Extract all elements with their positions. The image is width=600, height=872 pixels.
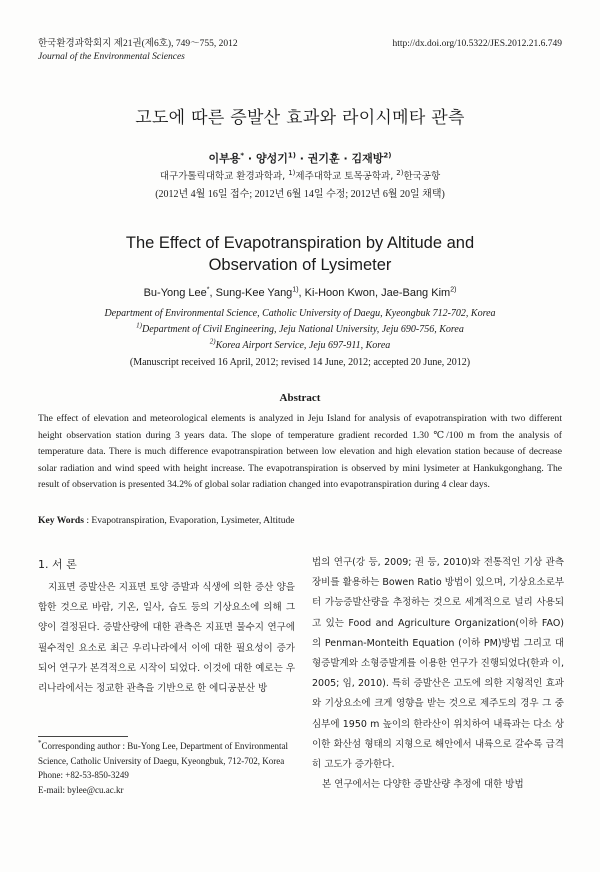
keywords-text: : Evapotranspiration, Evaporation, Lysimeter, Altitude: [83, 515, 295, 526]
journal-header-kr: 한국환경과학회지 제21권(제6호), 749～755, 2012: [38, 39, 238, 49]
affil-kr-mark-1: 1): [288, 168, 296, 177]
author-sep: ·: [339, 152, 352, 165]
affil-en-3-text: Korea Airport Service, Jeju 697-911, Korea: [215, 340, 391, 351]
affil-kr-3: 한국공항: [403, 171, 441, 182]
footnote-author: Corresponding author : Bu-Yong Lee, Department of Environmental Science, Catholic University of Daegu, Kyeongbuk, 712-702, Korea: [38, 741, 289, 766]
title-english: [0, 232, 600, 276]
footnote-mark: *: [38, 739, 42, 747]
author-sep: ·: [244, 152, 256, 165]
author-sep: ·: [295, 152, 308, 165]
paragraph: 지표면 증발산은 지표면 토양 증발과 식생에 의한 증산 양을 합한 것으로 바람, 기온, 일사, 습도 등의 기상요소에 의해 그 양이 결정된다. 증발산량에 대한 관측은 지표면 물수지 연구에 필수적인 요소로 최근 우리나라에서 이에 대한 필요성이 증가되어 연구가 본격적으로 시작이 되었다. 이것에 대한 예로는 우리나라에서는 정교한 관측을 기반으로 한 에디공분산 방: [38, 582, 295, 695]
footnote-email[interactable]: E-mail: bylee@cu.ac.kr: [38, 784, 124, 795]
dates-korean: (2012년 4월 16일 접수; 2012년 6월 14일 수정; 2012년 6월 20일 채택): [155, 189, 445, 200]
affil-kr-1: 대구가톨릭대학교 환경과학과,: [159, 171, 289, 182]
paragraph: 본 연구에서는 다양한 증발산량 추정에 대한 방법: [322, 779, 524, 791]
author-kr-4-mark: 2): [383, 151, 392, 160]
author-kr-1: 이부용: [208, 152, 241, 165]
section-heading-introduction: 1. 서 론: [38, 558, 77, 571]
title-en-line-1: The Effect of Evapotranspiration by Altitude and: [125, 234, 475, 252]
affiliation-en-1: Department of Environmental Science, Catholic University of Daegu, Kyeongbuk 712-702, Korea: [104, 308, 496, 319]
author-kr-2-mark: 1): [287, 151, 296, 160]
affil-en-2-text: Department of Civil Engineering, Jeju National University, Jeju 690-756, Korea: [142, 324, 464, 335]
author-en-4-mark: 2): [450, 286, 457, 294]
author-en-2: , Sung-Kee Yang: [209, 287, 293, 299]
keywords: [38, 515, 295, 526]
footnote-phone: Phone: +82-53-850-3249: [38, 770, 129, 780]
affil-en-mark-3: 2): [209, 337, 216, 346]
author-kr-2: 양성기: [255, 152, 288, 165]
footnote: [38, 739, 298, 797]
author-en-3: , Ki-Hoon Kwon, Jae-Bang Kim: [298, 287, 451, 299]
title-en-line-2: Observation of Lysimeter: [208, 256, 392, 274]
affiliation-en-2: [0, 321, 600, 335]
affiliation-korean: [0, 168, 600, 182]
author-en-1-mark: *: [206, 286, 210, 294]
author-kr-3: 권기훈: [307, 152, 340, 165]
author-en-2-mark: 1): [292, 286, 299, 294]
footnote-divider: [38, 736, 128, 737]
author-kr-1-mark: *: [240, 151, 245, 160]
authors-korean: [0, 150, 600, 166]
author-en-1: Bu-Yong Lee: [143, 287, 207, 299]
author-kr-4: 김재방: [351, 152, 384, 165]
affil-kr-2: 제주대학교 토목공학과,: [295, 171, 397, 182]
affiliation-en-3: [0, 337, 600, 351]
manuscript-dates: (Manuscript received 16 April, 2012; revised 14 June, 2012; accepted 20 June, 2012): [129, 357, 471, 368]
authors-english: [0, 287, 600, 299]
journal-header-en: Journal of the Environmental Sciences: [38, 52, 185, 62]
right-column: [312, 553, 564, 795]
abstract-text: The effect of elevation and meteorological elements is analyzed in Jeju Island for analysis of evapotranspiration with two different height observation station during 3 years data. The slope of temperature gradient recorded 1.30 ℃/100 m from the analysis of temperature data. There is much difference evapotranspiration between low elevation and high elevation station because of decrease solar radiation and wind speed with height increase. The evapotranspiration is observed by mini lysimeter at Hankukgonghang. The result of observation is presented 34.2% of global solar radiation changed into evapotranspiration during 4 clear days.: [38, 413, 562, 491]
paragraph: 법의 연구(강 등, 2009; 권 등, 2010)와 전통적인 기상 관측 장비를 활용하는 Bowen Ratio 방법이 있으며, 기상요소로부터 가능증발산량을 추정하는 것으로 세계적으로 널리 사용되고 있는 Food and Agriculture Organization(이하 FAO)의 Penman-Monteith Equation (이하 PM)방법 그리고 대형증발계와 소형증발계를 이용한 연구가 진행되었다(한과 이, 2005; 임, 2010). 특히 증발산은 고도에 의한 지형적인 효과와 기상요소에 크게 영향을 받는 것으로 제주도의 경우 그 중심부에 1950 m 높이의 한라산이 위치하여 내륙과는 다소 상이한 화산섬 형태의 지형으로 해안에서 내륙으로 갈수록 급격히 고도가 증가한다.: [312, 557, 564, 771]
keywords-label: Key Words: [38, 515, 84, 526]
doi-link[interactable]: http://dx.doi.org/10.5322/JES.2012.21.6.749: [392, 39, 562, 49]
affil-kr-mark-2: 2): [396, 168, 404, 177]
title-korean: 고도에 따른 증발산 효과와 라이시메타 관측: [135, 108, 465, 128]
affil-en-mark-2: 1): [136, 321, 143, 330]
left-column: [38, 578, 295, 699]
abstract-heading: Abstract: [279, 392, 321, 404]
